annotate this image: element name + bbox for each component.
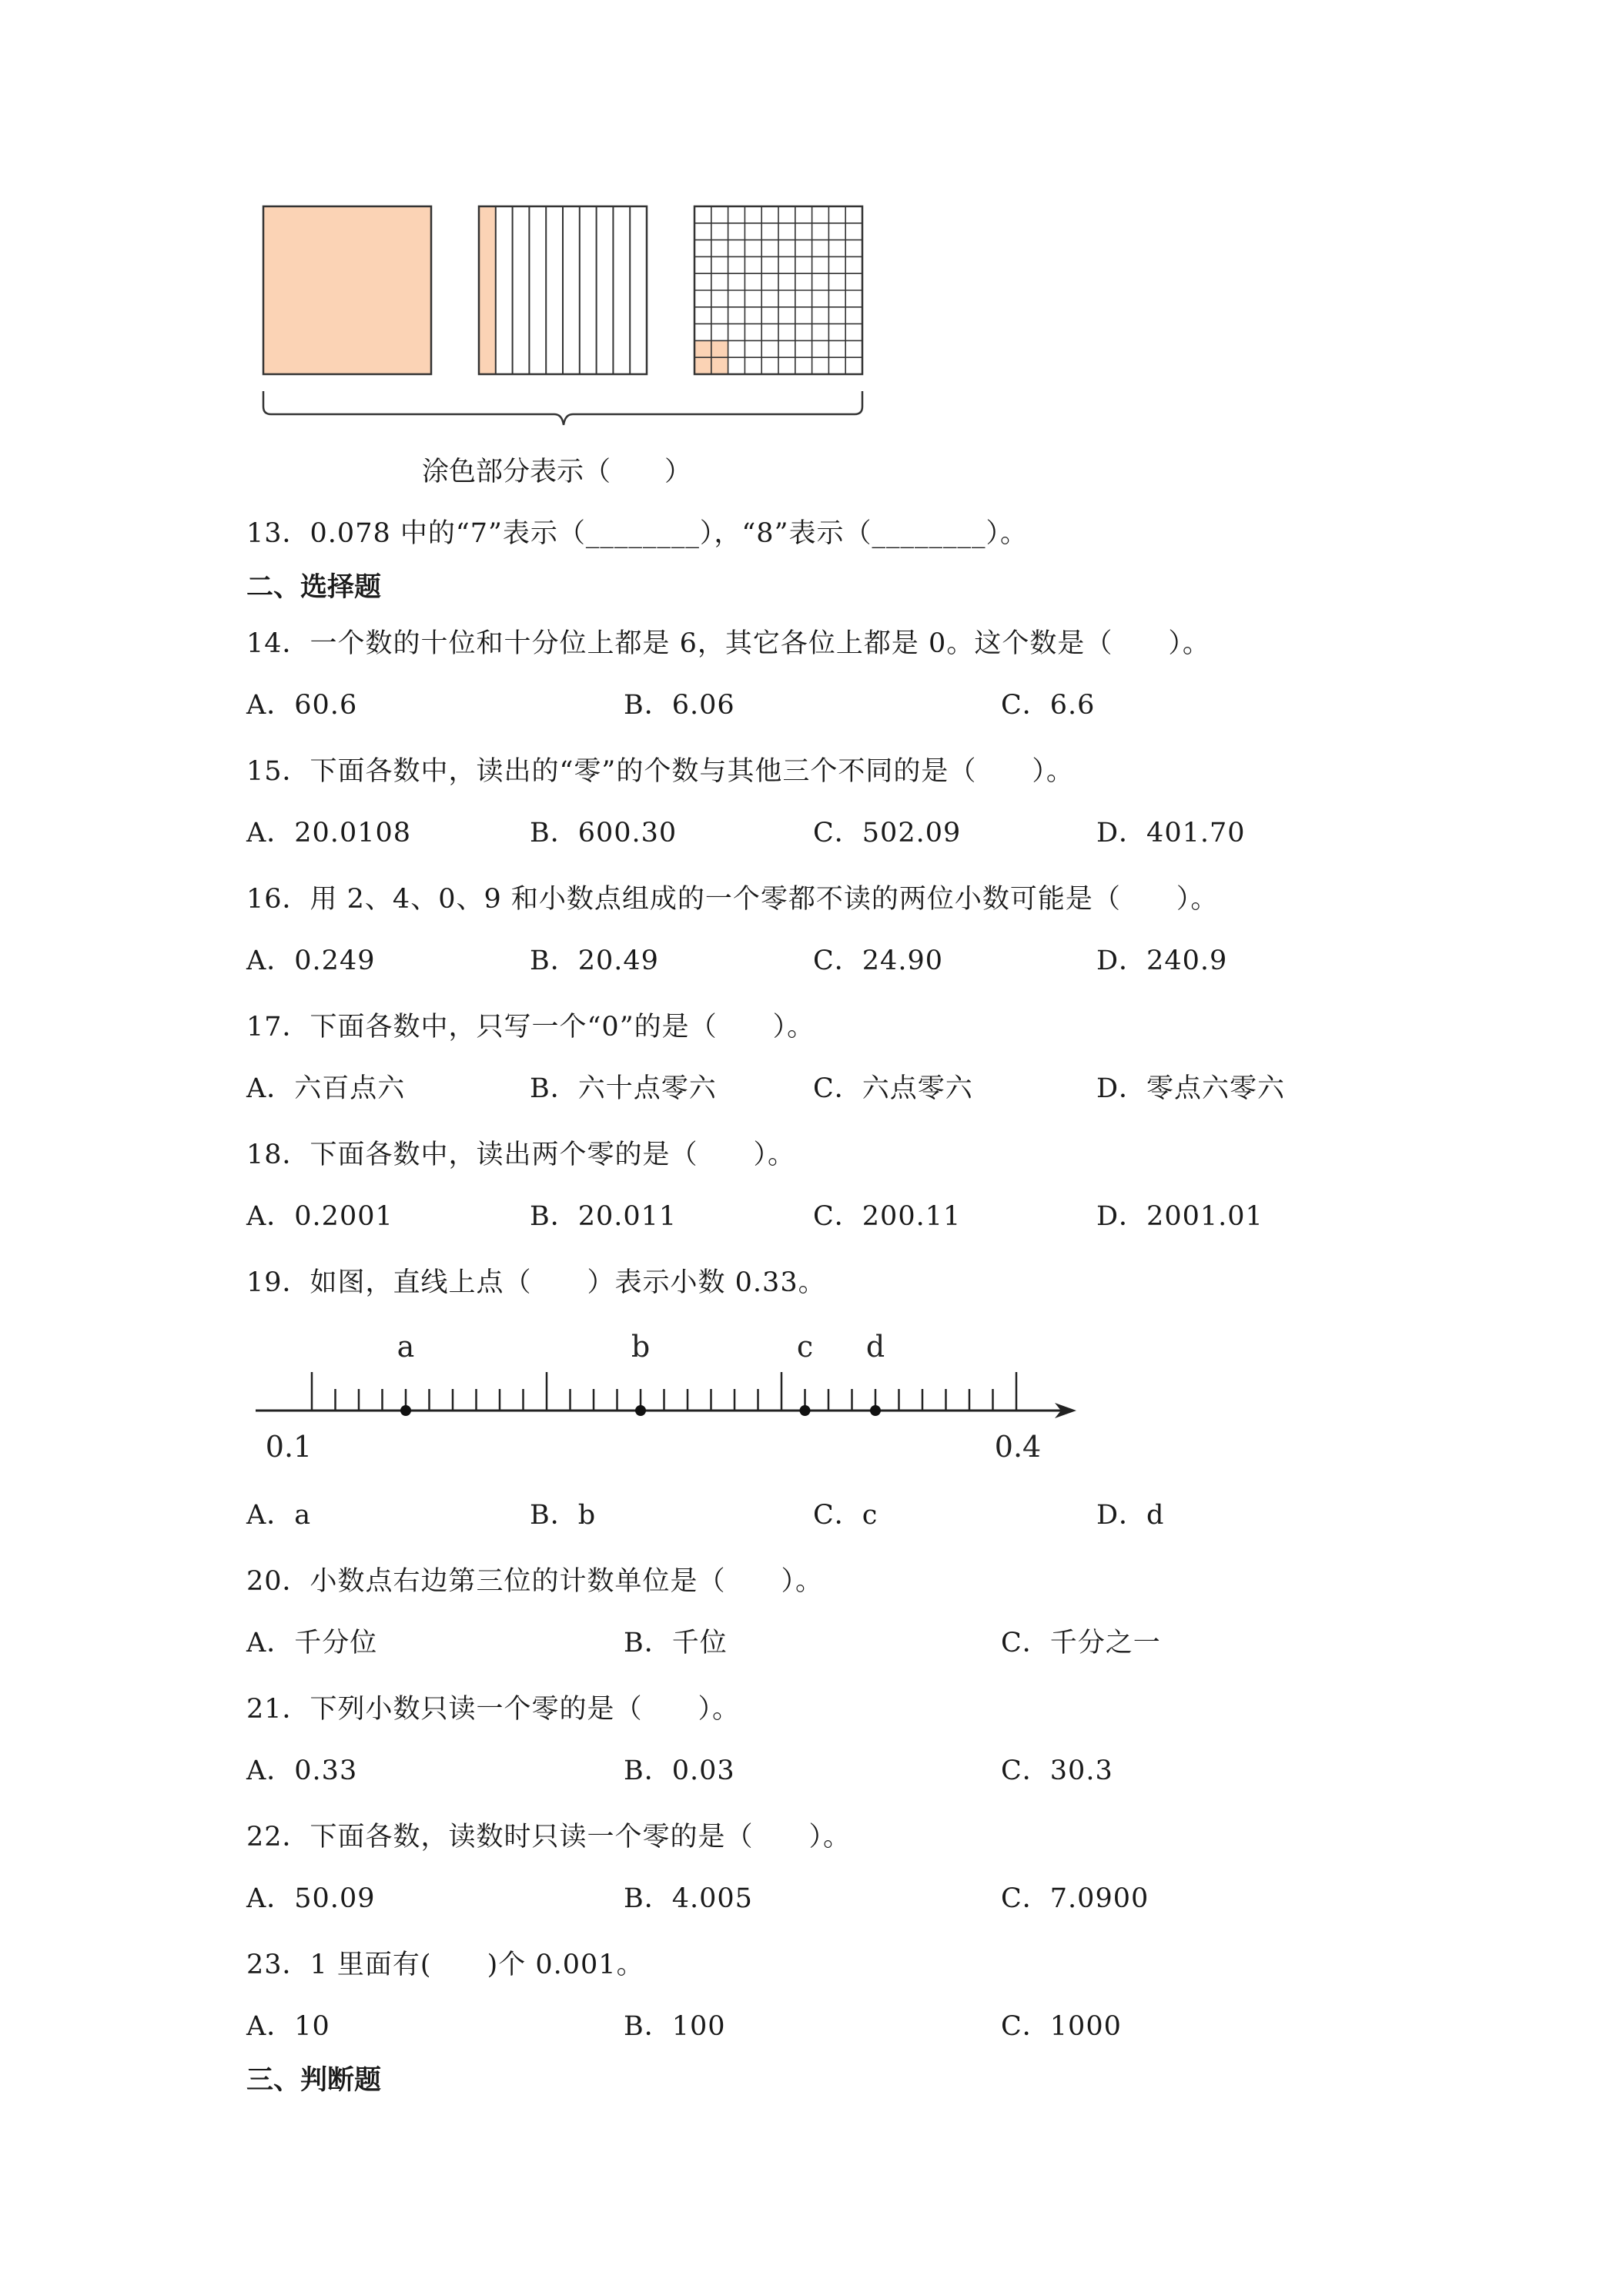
- q14-option-a[interactable]: A．60.6: [246, 690, 358, 721]
- q21-option-b[interactable]: B．0.03: [624, 1755, 735, 1786]
- q19-option-c[interactable]: C．c: [813, 1500, 878, 1531]
- q18-option-d[interactable]: D．2001.01: [1096, 1201, 1263, 1232]
- q19-option-b[interactable]: B．b: [530, 1500, 597, 1531]
- question-18: 18．下面各数中，读出两个零的是（ ）。: [246, 1140, 796, 1170]
- q18-option-a[interactable]: A．0.2001: [246, 1201, 393, 1232]
- q20-option-c[interactable]: C．千分之一: [1001, 1628, 1161, 1658]
- q17-option-a[interactable]: A．六百点六: [246, 1073, 406, 1104]
- point-label-c: c: [796, 1330, 814, 1364]
- q16-option-d[interactable]: D．240.9: [1096, 946, 1228, 976]
- q23-option-c[interactable]: C．1000: [1001, 2011, 1122, 2042]
- point-label-a: a: [397, 1330, 415, 1364]
- q20-option-b[interactable]: B．千位: [624, 1628, 728, 1658]
- q20-option-a[interactable]: A．千分位: [246, 1628, 378, 1658]
- question-15: 15．下面各数中，读出的“零”的个数与其他三个不同的是（ ）。: [246, 756, 1074, 787]
- question-14: 14．一个数的十位和十分位上都是 6，其它各位上都是 0。这个数是（ ）。: [246, 628, 1210, 659]
- brace: [263, 391, 862, 425]
- q22-option-c[interactable]: C．7.0900: [1001, 1883, 1149, 1914]
- question-13: 13．0.078 中的“7”表示（________），“8”表示（________）。: [246, 518, 1028, 549]
- hundredths-square: [694, 206, 862, 374]
- point-a: [400, 1405, 411, 1416]
- q15-option-a[interactable]: A．20.0108: [246, 818, 412, 848]
- question-16: 16．用 2、4、0、9 和小数点组成的一个零都不读的两位小数可能是（ ）。: [246, 884, 1219, 915]
- point-d: [870, 1405, 881, 1416]
- number-line-figure: [246, 1324, 1093, 1471]
- full-square: [263, 206, 431, 374]
- q19-option-d[interactable]: D．d: [1096, 1500, 1165, 1531]
- q14-option-c[interactable]: C．6.6: [1001, 690, 1096, 721]
- q16-option-b[interactable]: B．20.49: [530, 946, 659, 976]
- q15-option-b[interactable]: B．600.30: [530, 818, 678, 848]
- section-title-judgement: 三、判断题: [246, 2065, 382, 2096]
- end-label: 0.4: [994, 1430, 1042, 1464]
- q15-option-c[interactable]: C．502.09: [813, 818, 962, 848]
- point-label-b: b: [631, 1330, 651, 1364]
- q15-option-d[interactable]: D．401.70: [1096, 818, 1246, 848]
- point-label-d: d: [865, 1330, 885, 1364]
- point-c: [800, 1405, 811, 1416]
- q23-option-a[interactable]: A．10: [246, 2011, 330, 2042]
- figure-caption: 涂色部分表示（ ）: [422, 457, 692, 487]
- q18-option-b[interactable]: B．20.011: [530, 1201, 678, 1232]
- q17-option-b[interactable]: B．六十点零六: [530, 1073, 717, 1104]
- question-22: 22．下面各数，读数时只读一个零的是（ ）。: [246, 1822, 852, 1853]
- q21-option-c[interactable]: C．30.3: [1001, 1755, 1113, 1786]
- q17-option-d[interactable]: D．零点六零六: [1096, 1073, 1286, 1104]
- point-b: [635, 1405, 646, 1416]
- start-label: 0.1: [265, 1430, 313, 1464]
- question-19: 19．如图，直线上点（ ）表示小数 0.33。: [246, 1267, 826, 1298]
- question-21: 21．下列小数只读一个零的是（ ）。: [246, 1694, 741, 1725]
- question-23: 23．1 里面有( )个 0.001。: [246, 1950, 644, 1980]
- q16-option-a[interactable]: A．0.249: [246, 946, 376, 976]
- question-20: 20．小数点右边第三位的计数单位是（ ）。: [246, 1566, 824, 1597]
- q19-option-a[interactable]: A．a: [246, 1500, 312, 1531]
- q16-option-c[interactable]: C．24.90: [813, 946, 943, 976]
- q21-option-a[interactable]: A．0.33: [246, 1755, 358, 1786]
- decimal-grid-figure: [254, 200, 893, 439]
- q22-option-b[interactable]: B．4.005: [624, 1883, 753, 1914]
- question-17: 17．下面各数中，只写一个“0”的是（ ）。: [246, 1012, 815, 1043]
- q22-option-a[interactable]: A．50.09: [246, 1883, 376, 1914]
- section-title-choice: 二、选择题: [246, 572, 382, 603]
- q14-option-b[interactable]: B．6.06: [624, 690, 735, 721]
- q18-option-c[interactable]: C．200.11: [813, 1201, 962, 1232]
- q23-option-b[interactable]: B．100: [624, 2011, 726, 2042]
- q17-option-c[interactable]: C．六点零六: [813, 1073, 973, 1104]
- tenths-square: [479, 206, 647, 374]
